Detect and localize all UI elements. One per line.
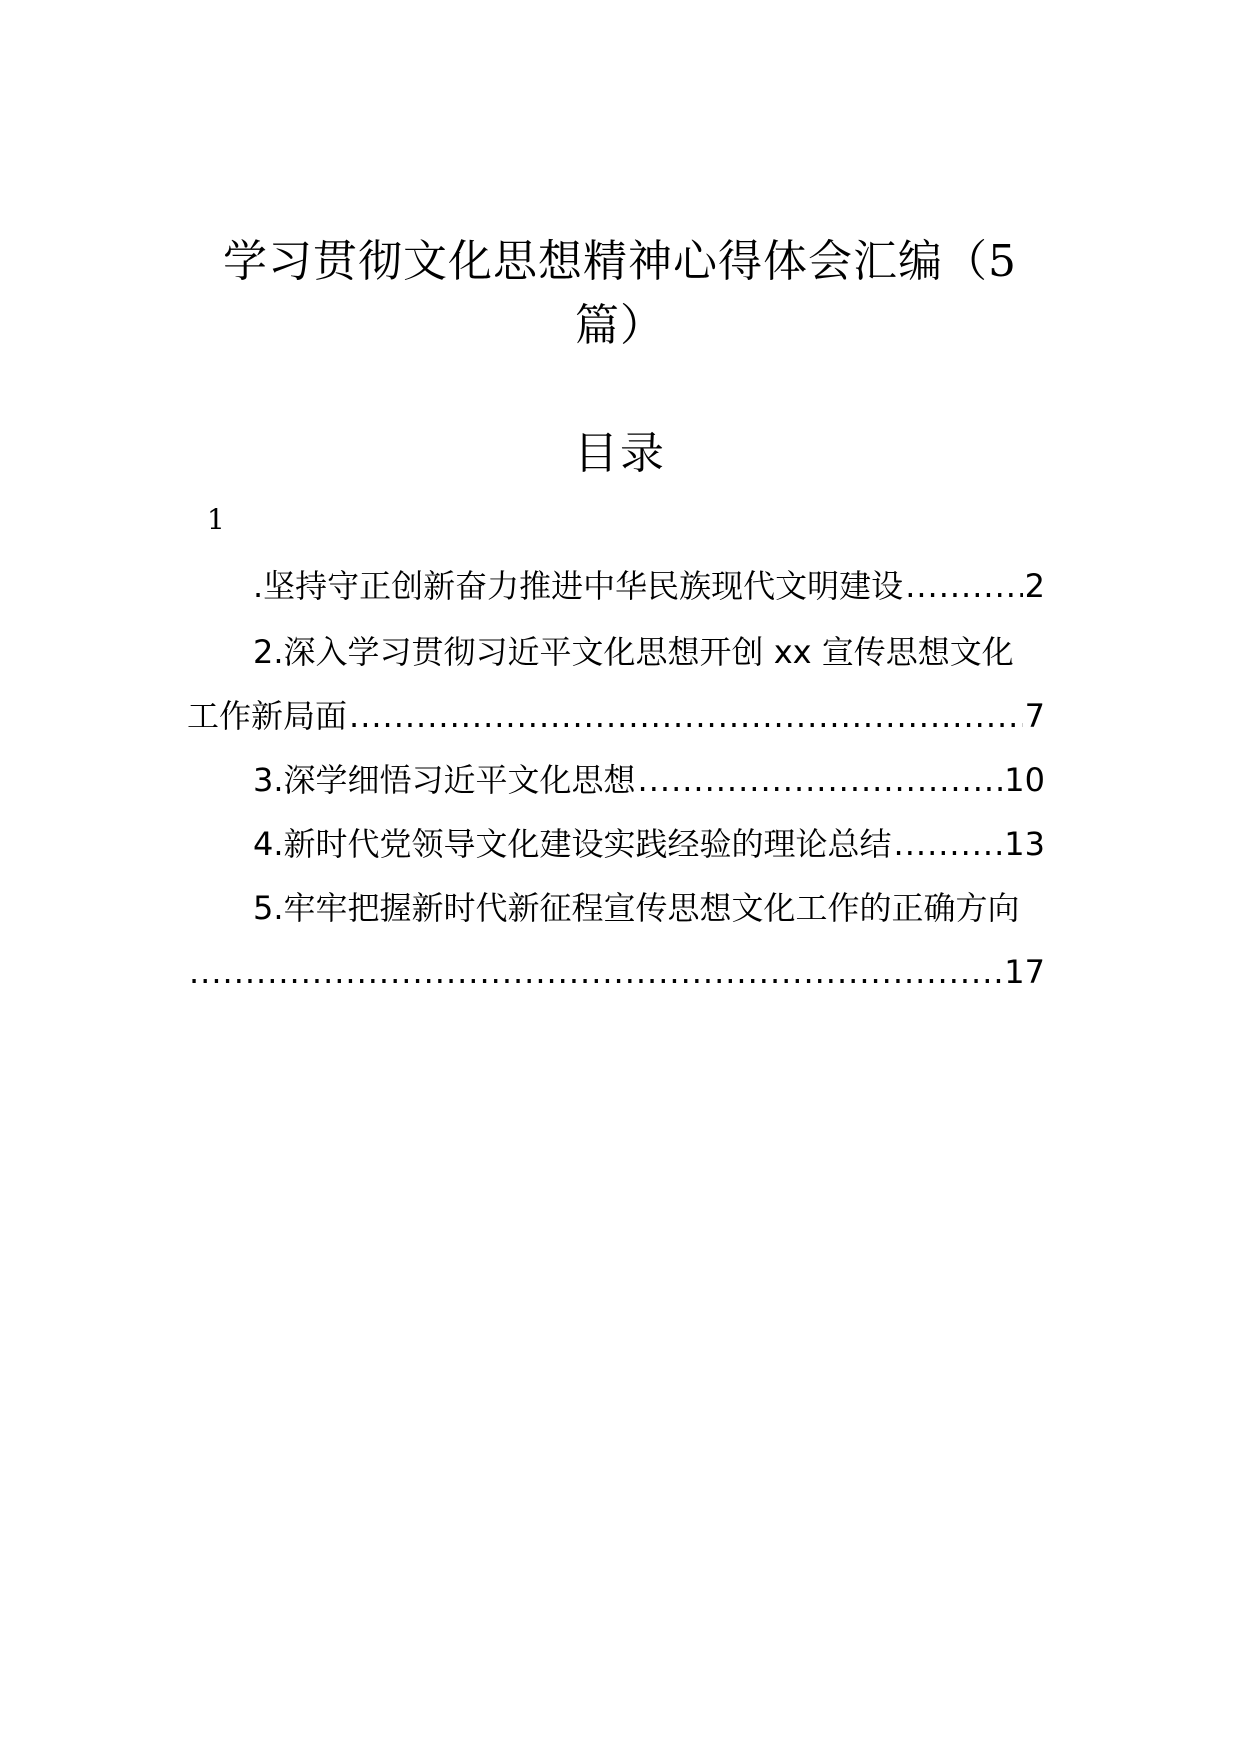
toc-leader-dots xyxy=(349,694,1023,738)
document-title-count: 5 xyxy=(988,236,1017,287)
toc-leader-dots xyxy=(894,822,1003,866)
document-title-line-1 xyxy=(150,232,1090,292)
toc-entry-1[interactable] xyxy=(253,564,1045,608)
toc-page-number: 17 xyxy=(1004,953,1045,991)
toc-page-number: 7 xyxy=(1024,697,1045,735)
toc-leader-dots xyxy=(905,564,1022,608)
toc-entry-text: 2.深入学习贯彻习近平文化思想开创 xx 宣传思想文化 xyxy=(253,633,1014,671)
toc-page-number: 13 xyxy=(1004,825,1045,863)
toc-entry-2-line-1[interactable] xyxy=(253,630,1045,674)
toc-entry-text: .坚持守正创新奋力推进中华民族现代文明建设 xyxy=(253,567,904,605)
toc-entry-5-line-1[interactable] xyxy=(253,886,1045,930)
toc-entry-3[interactable] xyxy=(253,758,1045,802)
toc-heading: 目录 xyxy=(574,428,666,479)
toc-page-number: 10 xyxy=(1004,761,1045,799)
toc-entry-2-line-2[interactable] xyxy=(187,694,1045,738)
document-title-text: 学习贯彻文化思想精神心得体会汇编（ xyxy=(223,236,988,287)
toc-leader-dots xyxy=(638,758,1003,802)
toc-entry-text: 4.新时代党领导文化建设实践经验的理论总结 xyxy=(253,825,892,863)
toc-entry-text: 5.牢牢把握新时代新征程宣传思想文化工作的正确方向 xyxy=(253,889,1020,927)
stray-number-marker: 1 xyxy=(207,503,225,536)
toc-entry-text: 3.深学细悟习近平文化思想 xyxy=(253,761,636,799)
toc-entry-4[interactable] xyxy=(253,822,1045,866)
toc-entry-5-line-2[interactable] xyxy=(187,950,1045,994)
toc-page-number: 2 xyxy=(1024,567,1045,605)
document-title-line-2: 篇） xyxy=(575,300,665,351)
toc-leader-dots xyxy=(189,950,1002,994)
toc-entry-text: 工作新局面 xyxy=(187,697,348,735)
